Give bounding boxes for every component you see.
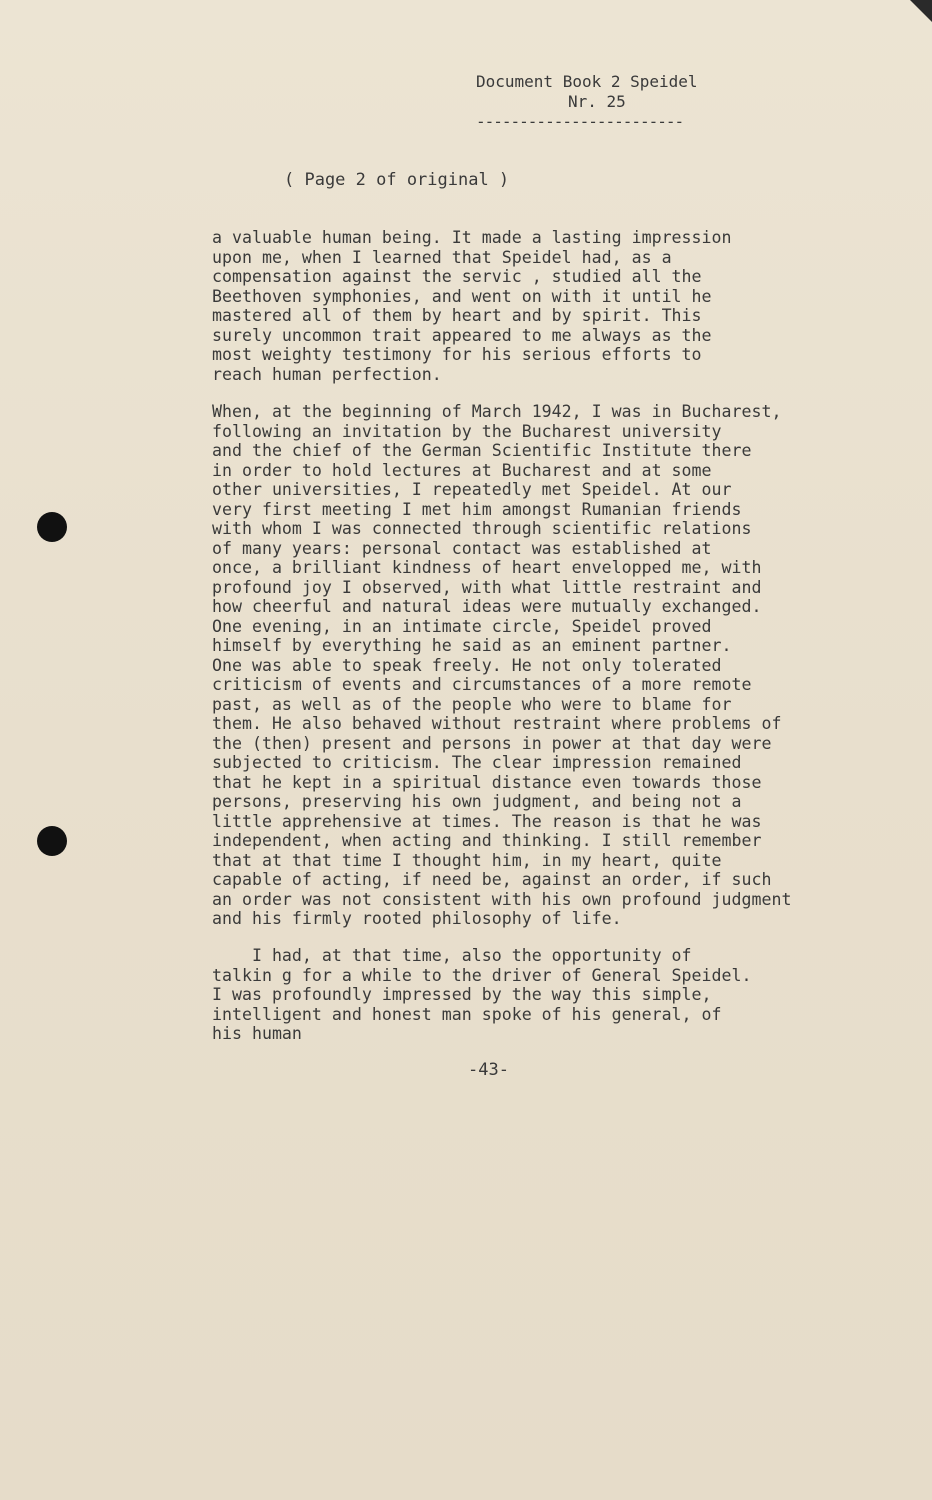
punch-hole-bottom bbox=[37, 826, 67, 856]
paragraph-1: a valuable human being. It made a lasting impression upon me, when I learned that Speidel had, as a compensation against the servic , studied all the Beethoven symphonies, and went on with it until he mastered all of them by heart and by spirit. This surely uncommon trait appeared to me always as the most weighty testimony for his serious efforts to reach human perfection. bbox=[212, 228, 732, 384]
header-rule: ------------------------ bbox=[476, 112, 684, 131]
page-note: ( Page 2 of original ) bbox=[284, 170, 510, 190]
paragraph-3: I had, at that time, also the opportunity of talkin g for a while to the driver of General Speidel. I was profoundly impressed by the way this simple, intelligent and honest man spoke of his general, of his human bbox=[212, 946, 752, 1043]
header-number: Nr. 25 bbox=[568, 92, 626, 111]
document-header bbox=[476, 72, 746, 132]
header-title: Document Book 2 Speidel bbox=[476, 72, 698, 91]
page-number: -43- bbox=[468, 1060, 509, 1080]
paragraph-2: When, at the beginning of March 1942, I was in Bucharest, following an invitation by the Bucharest university and the chief of the German Scientific Institute there in order to hold lectures at Bucharest and at some other universities, I repeatedly met Speidel. At our very first meeting I met him amongst Rumanian friends with whom I was connected through scientific relations of many years: personal contact was established at once, a brilliant kindness of heart envelopped me, with profound joy I observed, with what little restraint and how cheerful and natural ideas were mutually exchanged. One evening, in an intimate circle, Speidel proved himself by everything he said as an eminent partner. One was able to speak freely. He not only tolerated criticism of events and circumstances of a more remote past, as well as of the people who were to blame for them. He also behaved without restraint where problems of the (then) present and persons in power at that day were subjected to criticism. The clear impression remained that he kept in a spiritual distance even towards those persons, preserving his own judgment, and being not a little apprehensive at times. The reason is that he was independent, when acting and thinking. I still remember that at that time I thought him, in my heart, quite capable of acting, if need be, against an order, if such an order was not consistent with his own profound judgment and his firmly rooted philosophy of life. bbox=[212, 402, 792, 928]
punch-hole-top bbox=[37, 512, 67, 542]
page-corner-mark bbox=[910, 0, 932, 22]
